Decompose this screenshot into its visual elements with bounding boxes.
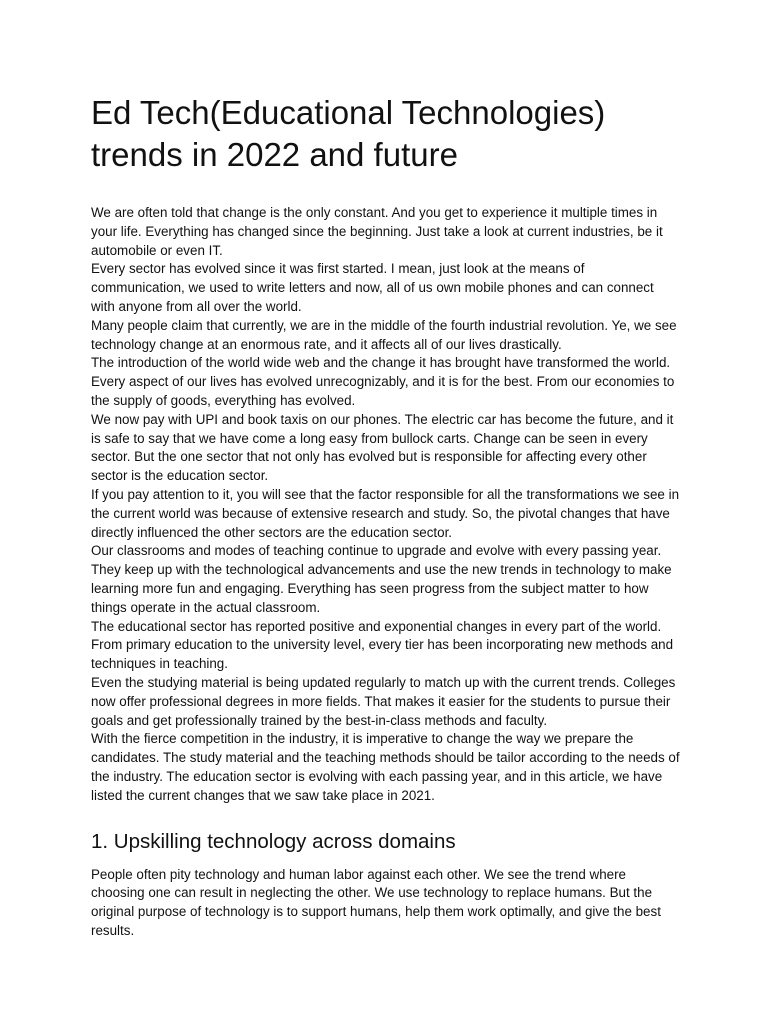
document-content — [91, 92, 681, 941]
paragraph-7: Our classrooms and modes of teaching continue to upgrade and evolve with every passing year. They keep up with the technological advancements and use the new trends in technology to make learning more fun and engaging. Everything has seen progress from the subject matter to how things operate in the actual classroom. — [91, 543, 672, 615]
page-title: Ed Tech(Educational Technologies) trends in 2022 and future — [91, 94, 606, 173]
paragraph-4: The introduction of the world wide web and the change it has brought have transformed the world. Every aspect of our lives has evolved unrecognizably, and it is for the best. From our economies to the supply of goods, everything has evolved. — [91, 355, 675, 408]
paragraph-5: We now pay with UPI and book taxis on our phones. The electric car has become the future, and it is safe to say that we have come a long easy from bullock carts. Change can be seen in every sector. But the one sector that not only has evolved but is responsible for affecting every other sector is the education sector. — [91, 411, 674, 484]
paragraph-8: The educational sector has reported positive and exponential changes in every part of the world. From primary education to the university level, every tier has been incorporating new methods and techniques in teaching. — [91, 618, 674, 672]
paragraph-1: We are often told that change is the only constant. And you get to experience it multiple times in your life. Everything has changed since the beginning. Just take a look at current industries, be it automobile or even IT. — [91, 205, 663, 258]
paragraph-3: Many people claim that currently, we are in the middle of the fourth industrial revolution. Ye, we see technology change at an enormous rate, and it affects all of our lives drastically. — [91, 317, 677, 352]
paragraph-6: If you pay attention to it, you will see that the factor responsible for all the transformations we see in the current world was because of extensive research and study. So, the pivotal changes that have directly influenced the other sectors are the education sector. — [91, 486, 680, 540]
section-paragraph-upskilling: People often pity technology and human labor against each other. We see the trend where choosing one can result in neglecting the other. We use technology to replace humans. But the original purpose of technology is to support humans, help them work optimally, and give the best results. — [91, 866, 661, 938]
section-heading-upskilling: 1. Upskilling technology across domains — [91, 829, 456, 853]
paragraph-9: Even the studying material is being updated regularly to match up with the current trends. Colleges now offer professional degrees in more fields. That makes it easier for the students to pursue their goals and get professionally trained by the best-in-class methods and faculty. — [91, 674, 676, 728]
paragraph-2: Every sector has evolved since it was first started. I mean, just look at the means of communication, we used to write letters and now, all of us own mobile phones and can connect with anyone from all over the world. — [91, 261, 654, 314]
paragraph-10: With the fierce competition in the industry, it is imperative to change the way we prepare the candidates. The study material and the teaching methods should be tailor according to the needs of the industry. The education sector is evolving with each passing year, and in this article, we have listed the current changes that we saw take place in 2021. — [91, 731, 680, 803]
